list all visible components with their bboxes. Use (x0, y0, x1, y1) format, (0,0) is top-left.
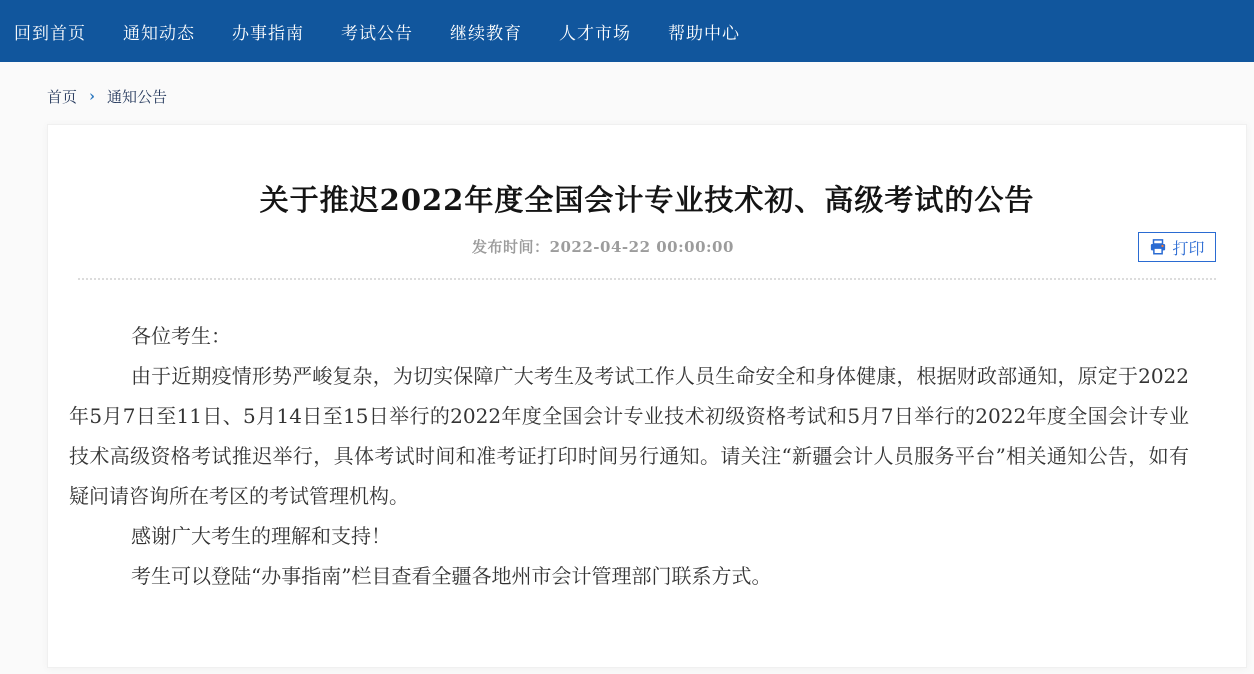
publish-time (48, 232, 1158, 262)
top-navigation (0, 0, 1254, 62)
article-meta-row (48, 232, 1246, 262)
nav-item-continuing-education[interactable]: 继续教育 (450, 23, 522, 44)
article-paragraph: 各位考生： (131, 324, 231, 348)
nav-item-notices[interactable]: 通知动态 (123, 23, 195, 44)
publish-time-label: 发布时间： (472, 238, 550, 256)
breadcrumb-current[interactable]: 通知公告 (107, 87, 168, 106)
nav-item-help-center[interactable]: 帮助中心 (668, 23, 740, 44)
nav-item-talent-market[interactable]: 人才市场 (559, 23, 631, 44)
nav-item-guide[interactable]: 办事指南 (232, 23, 304, 44)
dotted-divider (78, 278, 1216, 280)
article-card (47, 124, 1247, 668)
breadcrumb-home-link[interactable]: 首页 (47, 87, 78, 106)
printer-icon (1149, 238, 1167, 256)
breadcrumb (47, 86, 1254, 106)
article-body (48, 316, 1246, 636)
article-title: 关于推迟2022年度全国会计专业技术初、高级考试的公告 (259, 183, 1035, 217)
nav-item-home[interactable]: 回到首页 (14, 23, 86, 44)
article-paragraph: 感谢广大考生的理解和支持！ (131, 524, 391, 548)
print-button[interactable] (1138, 232, 1216, 262)
print-button-label: 打印 (1172, 238, 1205, 258)
chevron-right-icon: › (89, 86, 96, 105)
article-paragraph: 由于近期疫情形势严峻复杂，为切实保障广大考生及考试工作人员生命安全和身体健康，根据财政部通知，原定于2022年5月7日至11日、5月14日至15日举行的2022年度全国会计专业技术初级资格考试和5月7日举行的2022年度全国会计专业技术高级资格考试推迟举行，具体考试时间和准考证打印时间另行通知。请关注“新疆会计人员服务平台”相关通知公告，如有疑问请咨询所在考区的考试管理机构。 (69, 364, 1189, 508)
nav-item-exam-announcements[interactable]: 考试公告 (341, 23, 413, 44)
publish-time-value: 2022-04-22 00:00:00 (549, 238, 734, 256)
article-paragraph: 考生可以登陆“办事指南”栏目查看全疆各地州市会计管理部门联系方式。 (131, 564, 772, 588)
